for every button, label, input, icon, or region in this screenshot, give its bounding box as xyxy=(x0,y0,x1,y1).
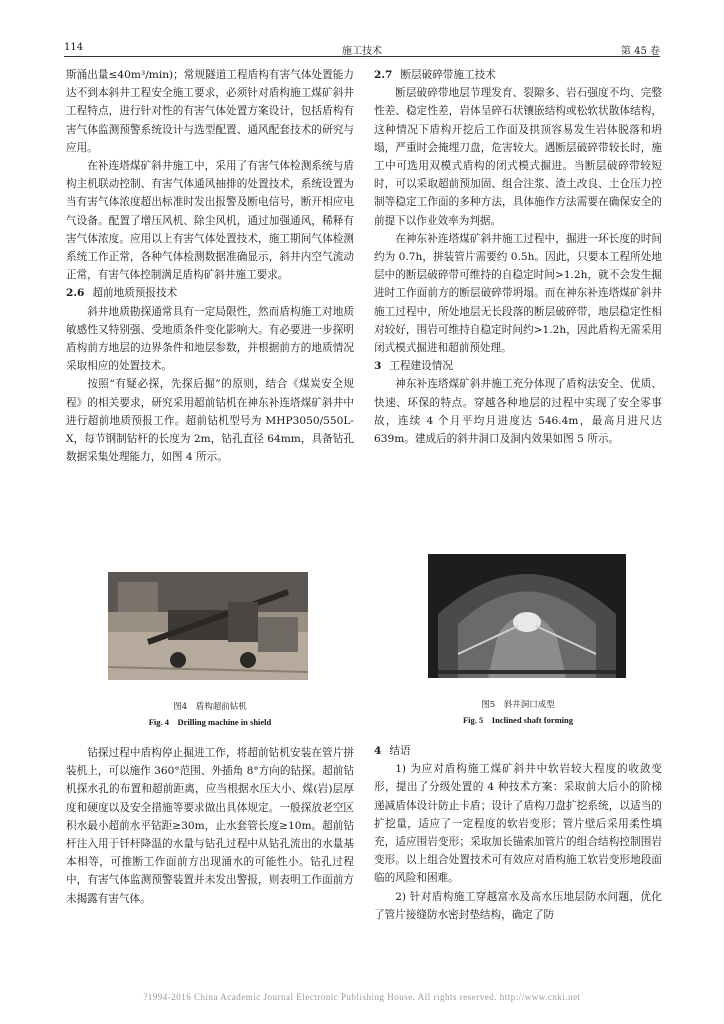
figure-5-caption xyxy=(374,698,662,726)
left-column-bottom xyxy=(66,744,354,908)
page-number: 114 xyxy=(64,42,84,53)
section-heading-2-7: 2.7 断层破碎带施工技术 xyxy=(374,69,496,81)
paragraph: 按照“有疑必探，先探后掘”的原则，结合《煤炭安全规程》的相关要求，研究采用超前钻机在神东补连塔煤矿斜井中进行超前地质预报工作。超前钻机型号为 MHP3050/550L-X，每节钢制钻杆的长度为 2m，钻孔直径 64mm，具备钻孔数据采集处理能力，如图 4 所示。 xyxy=(66,378,354,464)
paragraph: 1) 为应对盾构施工煤矿斜井中软岩较大程度的收敛变形，提出了分级处置的 4 种技术方案：采取前大后小的阶梯递减盾体设计防止卡盾；设计了盾构刀盘扩挖系统，以适当的扩挖量，适应了一定程度的软岩变形；管片壁后采用柔性填充，适应围岩变形；采取加长锚索加管片的组合结构控制围岩变形。以上组合处置技术可有效应对盾构施工软岩变形地段面临的风险和困难。 xyxy=(374,763,662,885)
paragraph: 2) 针对盾构施工穿越富水及高水压地层防水问题，优化了管片接缝防水密封垫结构，确定了防 xyxy=(374,890,662,921)
paragraph: 神东补连塔煤矿斜井施工充分体现了盾构法安全、优质、快速、环保的特点。穿越各种地层的过程中实现了安全零事故，连续 4 个月平均月进度达 546.4m，最高月进尺达 639m。建成后的斜井洞口及洞内效果如图 5 所示。 xyxy=(374,378,662,446)
caption-cn: 图5 斜井洞口成型 xyxy=(481,700,555,710)
paragraph: 在神东补连塔煤矿斜井施工过程中，掘进一环长度的时间约为 0.7h，拼装管片需要约 0.5h。因此，只要本工程所处地层中的断层破碎带可维持的自稳定时间>1.2h，就不会发生掘进时工作面前方的断层破碎带坍塌。而在神东补连塔煤矿斜井施工过程中，所处地层无长段落的断层破碎带，地层稳定性相对较好，围岩可维持自稳定时间约>1.2h，因此盾构无需采用闭式模式掘进和超前预处理。 xyxy=(374,232,662,355)
section-heading-2-6: 2.6 超前地质预报技术 xyxy=(66,287,178,300)
journal-title: 施工技术 xyxy=(342,46,382,57)
right-column-bottom xyxy=(374,742,662,924)
volume-label: 第 45 卷 xyxy=(620,46,660,57)
right-column-top xyxy=(374,66,662,448)
figure-5-photo xyxy=(428,554,626,678)
drilling-machine-image xyxy=(108,572,308,680)
caption-cn: 图4 盾构超前钻机 xyxy=(173,702,247,712)
tunnel-image xyxy=(428,554,626,678)
running-header xyxy=(64,40,660,57)
section-heading-3: 3 工程建设情况 xyxy=(374,360,453,373)
paragraph: 断层破碎带地层节理发育、裂隙多、岩石强度不均、完整性差、稳定性差，岩体呈碎石状镶嵌结构或松软状散体结构，这种情况下盾构开挖后工作面及拱顶容易发生岩体脱落和坍塌，严重时会掩埋刀盘，危害较大。遇断层破碎带较长时，施工中可选用双模式盾构的闭式模式掘进。当断层破碎带较短时，可以采取超前预加固、组合注浆、渣土改良、土仓压力控制等稳定工作面的多种方法，具体施作方法需要在确保安全的前提下以作业效率为判据。 xyxy=(374,87,662,227)
figure-4-photo xyxy=(108,572,308,680)
paragraph: 斜井地质勘探通常具有一定局限性，然而盾构施工对地质敏感性又特别强、受地质条件变化影响大。有必要进一步探明盾构前方地层的边界条件和地层参数，并根据前方的地质情况采取相应的处置技术。 xyxy=(66,305,354,373)
paragraph: 在补连塔煤矿斜井施工中，采用了有害气体检测系统与盾构主机联动控制、有害气体通风抽排的处置技术，系统设置为当有害气体浓度超出标准时发出报警及断电信号，断开相应电气设备。配置了增压风机、除尘风机，通过加强通风，稀释有害气体浓度。应用以上有害气体处置技术，施工期间气体检测系统工作正常，各种气体检测数据准确显示，斜井内空气流动正常，有害气体控制满足盾构矿斜井施工要求。 xyxy=(66,160,354,282)
left-column-top xyxy=(66,66,354,466)
section-heading-4: 4 结语 xyxy=(374,745,411,757)
paragraph: 钻探过程中盾构停止掘进工作，将超前钻机安装在管片拼装机上，可以施作 360°范围、外插角 8°方向的钻探。超前钻机探水孔的布置和超前距离，应当根据水压大小、煤(岩)层厚度和硬度以及安全措施等要求做出具体规定。一般探放老空区积水最小超前水平钻距≥30m，止水套管长度≥10m。超前钻杆注入用于钎杆降温的水量与钻孔过程中从钻孔流出的水量基本相等，可推断工作面前方出现涌水的可能性小。钻孔过程中，有害气体监测预警装置并未发出警报，则表明工作面前方未揭露有害气体。 xyxy=(66,747,354,905)
copyright-footer: ?1994-2016 China Academic Journal Electronic Publishing House. All rights reserved. http://www.cnki.net xyxy=(143,992,581,1002)
paragraph: 斯涌出量≤40m³/min)；常规隧道工程盾构有害气体处置能力达不到本斜井工程安全施工要求，必须针对盾构施工煤矿斜井工程特点，进行针对性的有害气体处置方案设计，包括盾构有害气体监测预警系统设计与选型配置、通风配套技术的研究与应用。 xyxy=(66,69,354,154)
caption-en: Fig. 5 Inclined shaft forming xyxy=(462,715,574,725)
caption-en: Fig. 4 Drilling machine in shield xyxy=(148,717,272,727)
figure-4-caption xyxy=(66,700,354,728)
